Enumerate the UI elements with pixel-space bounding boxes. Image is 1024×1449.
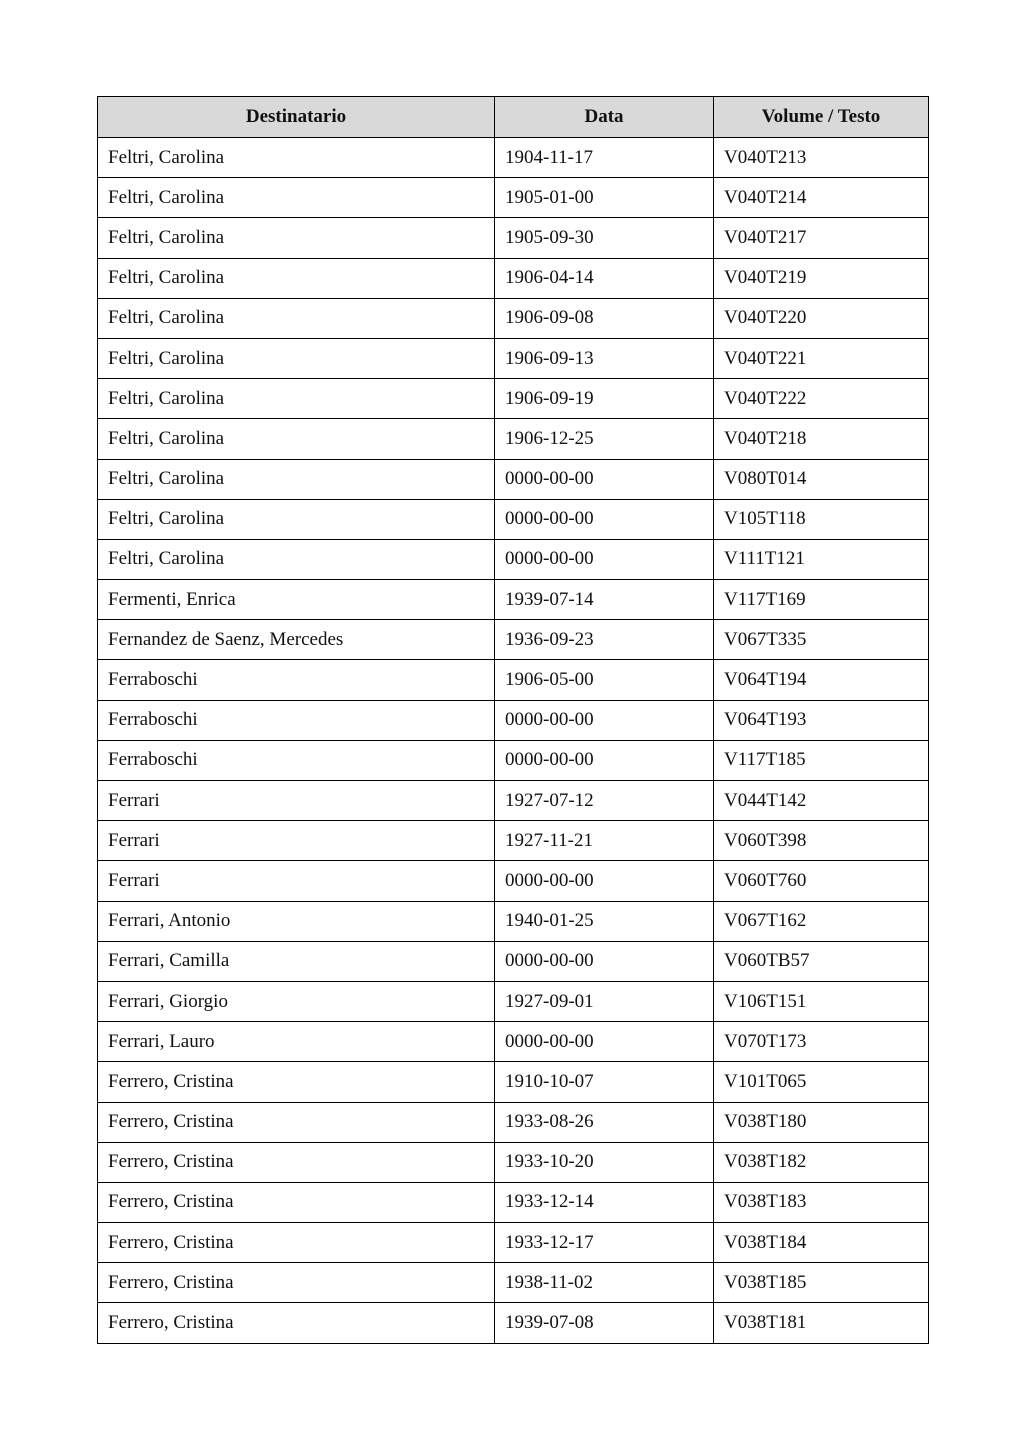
cell-destinatario: Feltri, Carolina — [98, 338, 495, 378]
cell-data: 1933-12-14 — [495, 1182, 714, 1222]
cell-destinatario: Ferrari — [98, 781, 495, 821]
column-header-volume-testo: Volume / Testo — [714, 97, 929, 138]
cell-data: 0000-00-00 — [495, 499, 714, 539]
table-row — [98, 620, 929, 660]
table-row — [98, 419, 929, 459]
cell-destinatario: Ferrari, Camilla — [98, 941, 495, 981]
cell-data: 0000-00-00 — [495, 539, 714, 579]
letters-table — [97, 96, 929, 1344]
column-header-destinatario: Destinatario — [98, 97, 495, 138]
cell-destinatario: Ferrero, Cristina — [98, 1303, 495, 1343]
cell-destinatario: Feltri, Carolina — [98, 258, 495, 298]
cell-volume_testo: V067T335 — [714, 620, 929, 660]
cell-destinatario: Ferraboschi — [98, 740, 495, 780]
table-row — [98, 941, 929, 981]
cell-volume_testo: V038T185 — [714, 1263, 929, 1303]
table-row — [98, 218, 929, 258]
table-row — [98, 1102, 929, 1142]
cell-volume_testo: V070T173 — [714, 1022, 929, 1062]
cell-volume_testo: V040T220 — [714, 298, 929, 338]
cell-destinatario: Fermenti, Enrica — [98, 580, 495, 620]
cell-volume_testo: V038T182 — [714, 1142, 929, 1182]
cell-volume_testo: V060TB57 — [714, 941, 929, 981]
table-row — [98, 901, 929, 941]
cell-volume_testo: V064T193 — [714, 700, 929, 740]
cell-volume_testo: V040T218 — [714, 419, 929, 459]
cell-volume_testo: V038T180 — [714, 1102, 929, 1142]
cell-data: 0000-00-00 — [495, 1022, 714, 1062]
cell-data: 1906-09-19 — [495, 379, 714, 419]
cell-volume_testo: V040T222 — [714, 379, 929, 419]
cell-data: 1906-04-14 — [495, 258, 714, 298]
cell-data: 0000-00-00 — [495, 941, 714, 981]
cell-volume_testo: V117T169 — [714, 580, 929, 620]
cell-destinatario: Feltri, Carolina — [98, 499, 495, 539]
cell-volume_testo: V044T142 — [714, 781, 929, 821]
table-row — [98, 178, 929, 218]
cell-destinatario: Ferrero, Cristina — [98, 1223, 495, 1263]
cell-destinatario: Feltri, Carolina — [98, 539, 495, 579]
cell-volume_testo: V040T219 — [714, 258, 929, 298]
table-row — [98, 1303, 929, 1343]
cell-data: 0000-00-00 — [495, 861, 714, 901]
cell-destinatario: Ferrero, Cristina — [98, 1102, 495, 1142]
table-row — [98, 1182, 929, 1222]
cell-data: 1906-12-25 — [495, 419, 714, 459]
cell-volume_testo: V080T014 — [714, 459, 929, 499]
cell-data: 0000-00-00 — [495, 740, 714, 780]
cell-volume_testo: V101T065 — [714, 1062, 929, 1102]
table-row — [98, 258, 929, 298]
cell-destinatario: Feltri, Carolina — [98, 178, 495, 218]
cell-data: 1906-09-13 — [495, 338, 714, 378]
cell-destinatario: Ferrari — [98, 821, 495, 861]
cell-volume_testo: V105T118 — [714, 499, 929, 539]
cell-volume_testo: V038T184 — [714, 1223, 929, 1263]
cell-destinatario: Ferraboschi — [98, 700, 495, 740]
table-row — [98, 981, 929, 1021]
cell-data: 1940-01-25 — [495, 901, 714, 941]
table-header-row — [98, 97, 929, 138]
cell-data: 1906-09-08 — [495, 298, 714, 338]
cell-destinatario: Feltri, Carolina — [98, 379, 495, 419]
table-row — [98, 740, 929, 780]
cell-data: 1927-07-12 — [495, 781, 714, 821]
table-row — [98, 660, 929, 700]
cell-destinatario: Ferrero, Cristina — [98, 1182, 495, 1222]
cell-volume_testo: V106T151 — [714, 981, 929, 1021]
cell-data: 1938-11-02 — [495, 1263, 714, 1303]
cell-data: 1936-09-23 — [495, 620, 714, 660]
cell-volume_testo: V038T183 — [714, 1182, 929, 1222]
cell-volume_testo: V117T185 — [714, 740, 929, 780]
table-row — [98, 821, 929, 861]
cell-data: 1927-11-21 — [495, 821, 714, 861]
cell-data: 1906-05-00 — [495, 660, 714, 700]
cell-volume_testo: V040T221 — [714, 338, 929, 378]
cell-volume_testo: V064T194 — [714, 660, 929, 700]
table-row — [98, 138, 929, 178]
table-row — [98, 1263, 929, 1303]
cell-volume_testo: V040T213 — [714, 138, 929, 178]
cell-destinatario: Feltri, Carolina — [98, 218, 495, 258]
column-header-data: Data — [495, 97, 714, 138]
cell-volume_testo: V038T181 — [714, 1303, 929, 1343]
cell-volume_testo: V067T162 — [714, 901, 929, 941]
cell-data: 1904-11-17 — [495, 138, 714, 178]
cell-volume_testo: V040T214 — [714, 178, 929, 218]
cell-data: 0000-00-00 — [495, 459, 714, 499]
table-row — [98, 1223, 929, 1263]
table-row — [98, 1142, 929, 1182]
cell-volume_testo: V060T398 — [714, 821, 929, 861]
cell-data: 1905-01-00 — [495, 178, 714, 218]
cell-volume_testo: V040T217 — [714, 218, 929, 258]
table-row — [98, 1062, 929, 1102]
table-row — [98, 580, 929, 620]
document-page-table-area — [97, 96, 929, 1344]
table-row — [98, 861, 929, 901]
cell-data: 1939-07-14 — [495, 580, 714, 620]
table-row — [98, 499, 929, 539]
cell-destinatario: Feltri, Carolina — [98, 419, 495, 459]
table-row — [98, 539, 929, 579]
cell-destinatario: Feltri, Carolina — [98, 459, 495, 499]
cell-data: 1933-10-20 — [495, 1142, 714, 1182]
table-row — [98, 298, 929, 338]
cell-data: 1905-09-30 — [495, 218, 714, 258]
cell-data: 1933-12-17 — [495, 1223, 714, 1263]
table-body — [98, 138, 929, 1344]
cell-data: 1927-09-01 — [495, 981, 714, 1021]
table-row — [98, 700, 929, 740]
cell-destinatario: Ferrari, Giorgio — [98, 981, 495, 1021]
cell-data: 1939-07-08 — [495, 1303, 714, 1343]
cell-destinatario: Feltri, Carolina — [98, 138, 495, 178]
cell-destinatario: Ferrero, Cristina — [98, 1263, 495, 1303]
cell-data: 1933-08-26 — [495, 1102, 714, 1142]
cell-destinatario: Ferrari, Antonio — [98, 901, 495, 941]
cell-data: 0000-00-00 — [495, 700, 714, 740]
cell-destinatario: Ferrero, Cristina — [98, 1142, 495, 1182]
cell-destinatario: Ferrari, Lauro — [98, 1022, 495, 1062]
cell-destinatario: Ferrari — [98, 861, 495, 901]
cell-destinatario: Fernandez de Saenz, Mercedes — [98, 620, 495, 660]
cell-destinatario: Ferrero, Cristina — [98, 1062, 495, 1102]
cell-volume_testo: V111T121 — [714, 539, 929, 579]
table-row — [98, 1022, 929, 1062]
cell-destinatario: Ferraboschi — [98, 660, 495, 700]
cell-volume_testo: V060T760 — [714, 861, 929, 901]
cell-destinatario: Feltri, Carolina — [98, 298, 495, 338]
table-row — [98, 338, 929, 378]
table-row — [98, 379, 929, 419]
table-row — [98, 781, 929, 821]
table-row — [98, 459, 929, 499]
cell-data: 1910-10-07 — [495, 1062, 714, 1102]
